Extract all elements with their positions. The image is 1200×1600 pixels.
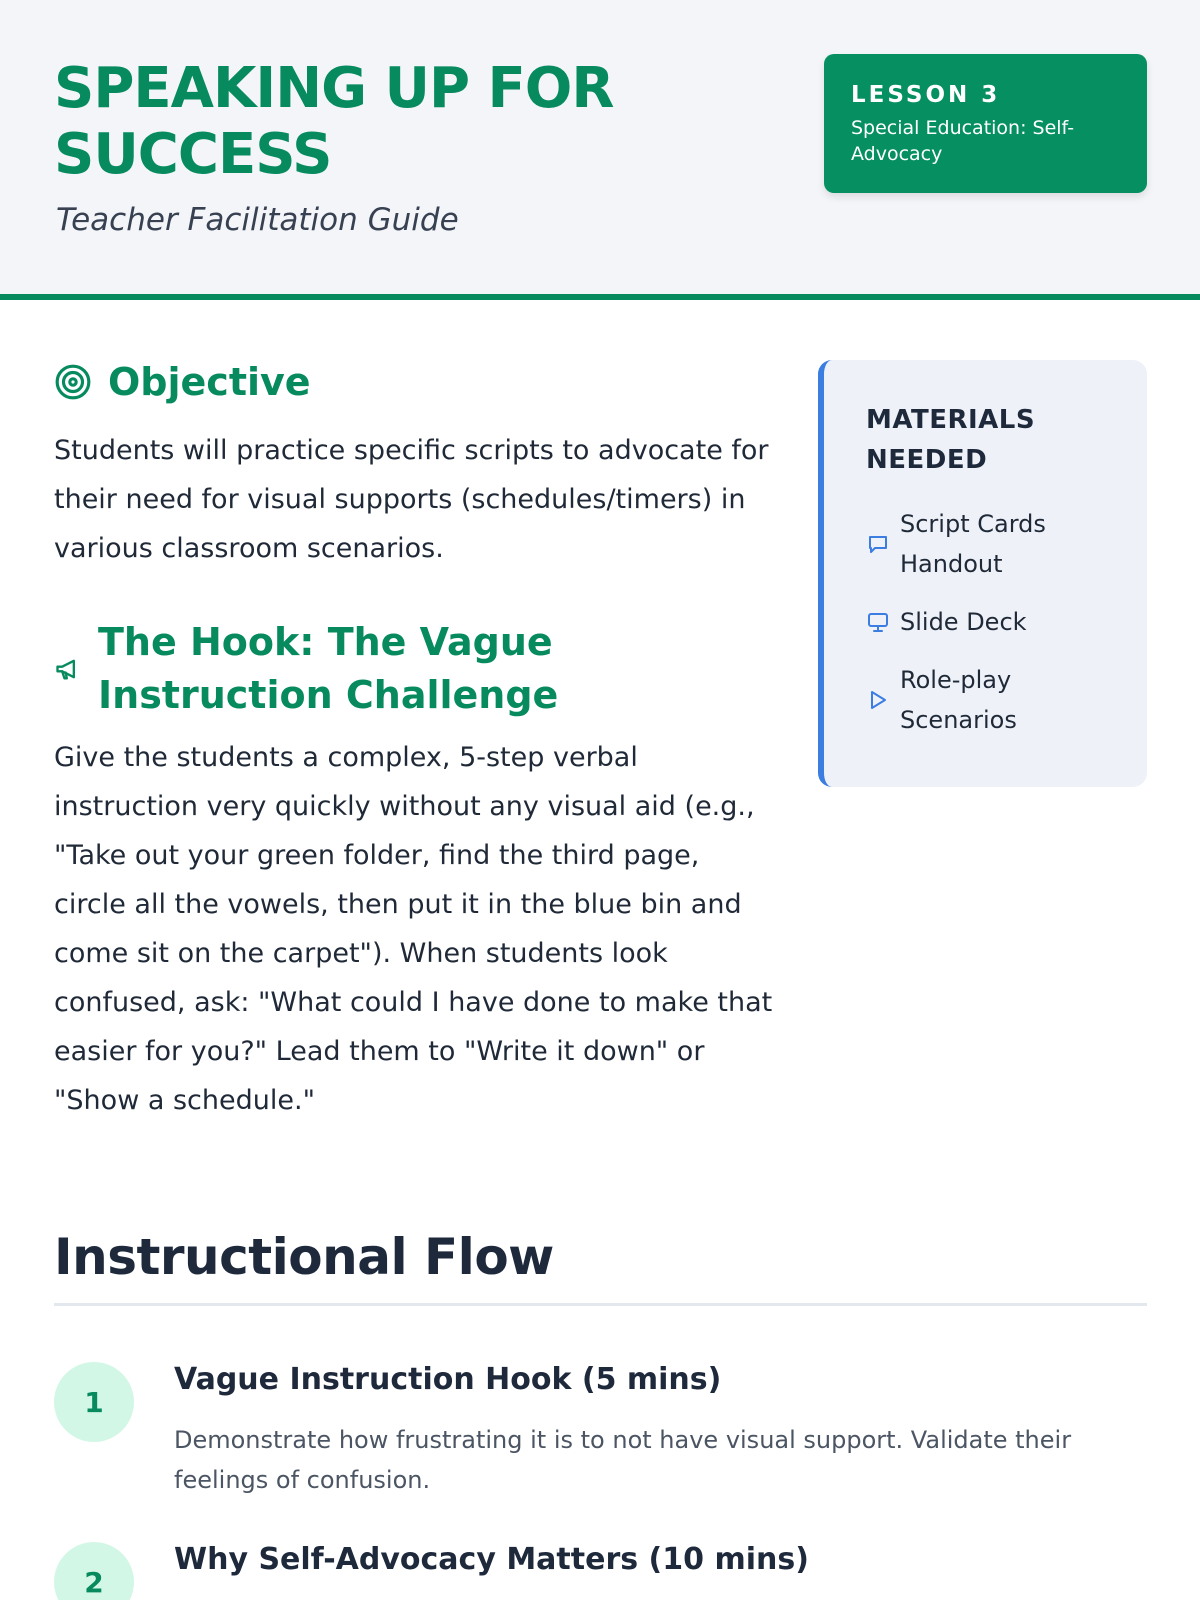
hook-text: Give the students a complex, 5-step verbal instruction very quickly without any visual aid (e.g., "Take out your green folder, find the third page, circle all the vowels, then put it in the blue bin and come sit on the carpet"). When students look confused, ask: "What could I have done to make that easier for you?" Lead them to "Write it down" or "Show a schedule."	[54, 742, 773, 1116]
step-number-badge: 2	[54, 1542, 134, 1600]
hook-heading	[54, 616, 658, 722]
material-label: Script Cards Handout	[900, 510, 1046, 578]
monitor-icon	[866, 610, 890, 634]
step-number-badge: 1	[54, 1362, 134, 1442]
page-title: SPEAKING UP FOR SUCCESS	[54, 56, 614, 187]
material-item	[866, 660, 1117, 740]
material-item	[866, 602, 1117, 642]
lesson-badge	[824, 54, 1147, 193]
step-description: Demonstrate how frustrating it is to not have visual support. Validate their feelings of confusion.	[174, 1426, 1072, 1494]
objective-text: Students will practice specific scripts to advocate for their need for visual supports (schedules/timers) in various classroom scenarios.	[54, 435, 769, 564]
material-label: Role-play Scenarios	[900, 666, 1017, 734]
play-icon	[866, 688, 890, 712]
objective-heading	[54, 360, 311, 404]
material-label: Slide Deck	[900, 608, 1027, 636]
materials-title: MATERIALS NEEDED	[866, 405, 1036, 475]
step-title: Vague Instruction Hook (5 mins)	[174, 1362, 722, 1397]
materials-panel	[818, 360, 1147, 787]
materials-list	[866, 504, 1117, 740]
objective-heading-text: Objective	[108, 360, 311, 404]
lesson-subject: Special Education: Self-Advocacy	[851, 117, 1075, 165]
step-title: Why Self-Advocacy Matters (10 mins)	[174, 1542, 809, 1577]
flow-divider	[54, 1303, 1147, 1306]
megaphone-icon	[54, 655, 82, 683]
message-square-icon	[866, 532, 890, 556]
hook-heading-text: The Hook: The Vague Instruction Challenge	[98, 620, 559, 717]
material-item	[866, 504, 1117, 584]
page-subtitle: Teacher Facilitation Guide	[56, 202, 459, 238]
target-icon	[54, 363, 92, 401]
page-header	[0, 0, 1200, 300]
flow-title: Instructional Flow	[54, 1228, 554, 1286]
lesson-number: LESSON 3	[851, 82, 1001, 108]
